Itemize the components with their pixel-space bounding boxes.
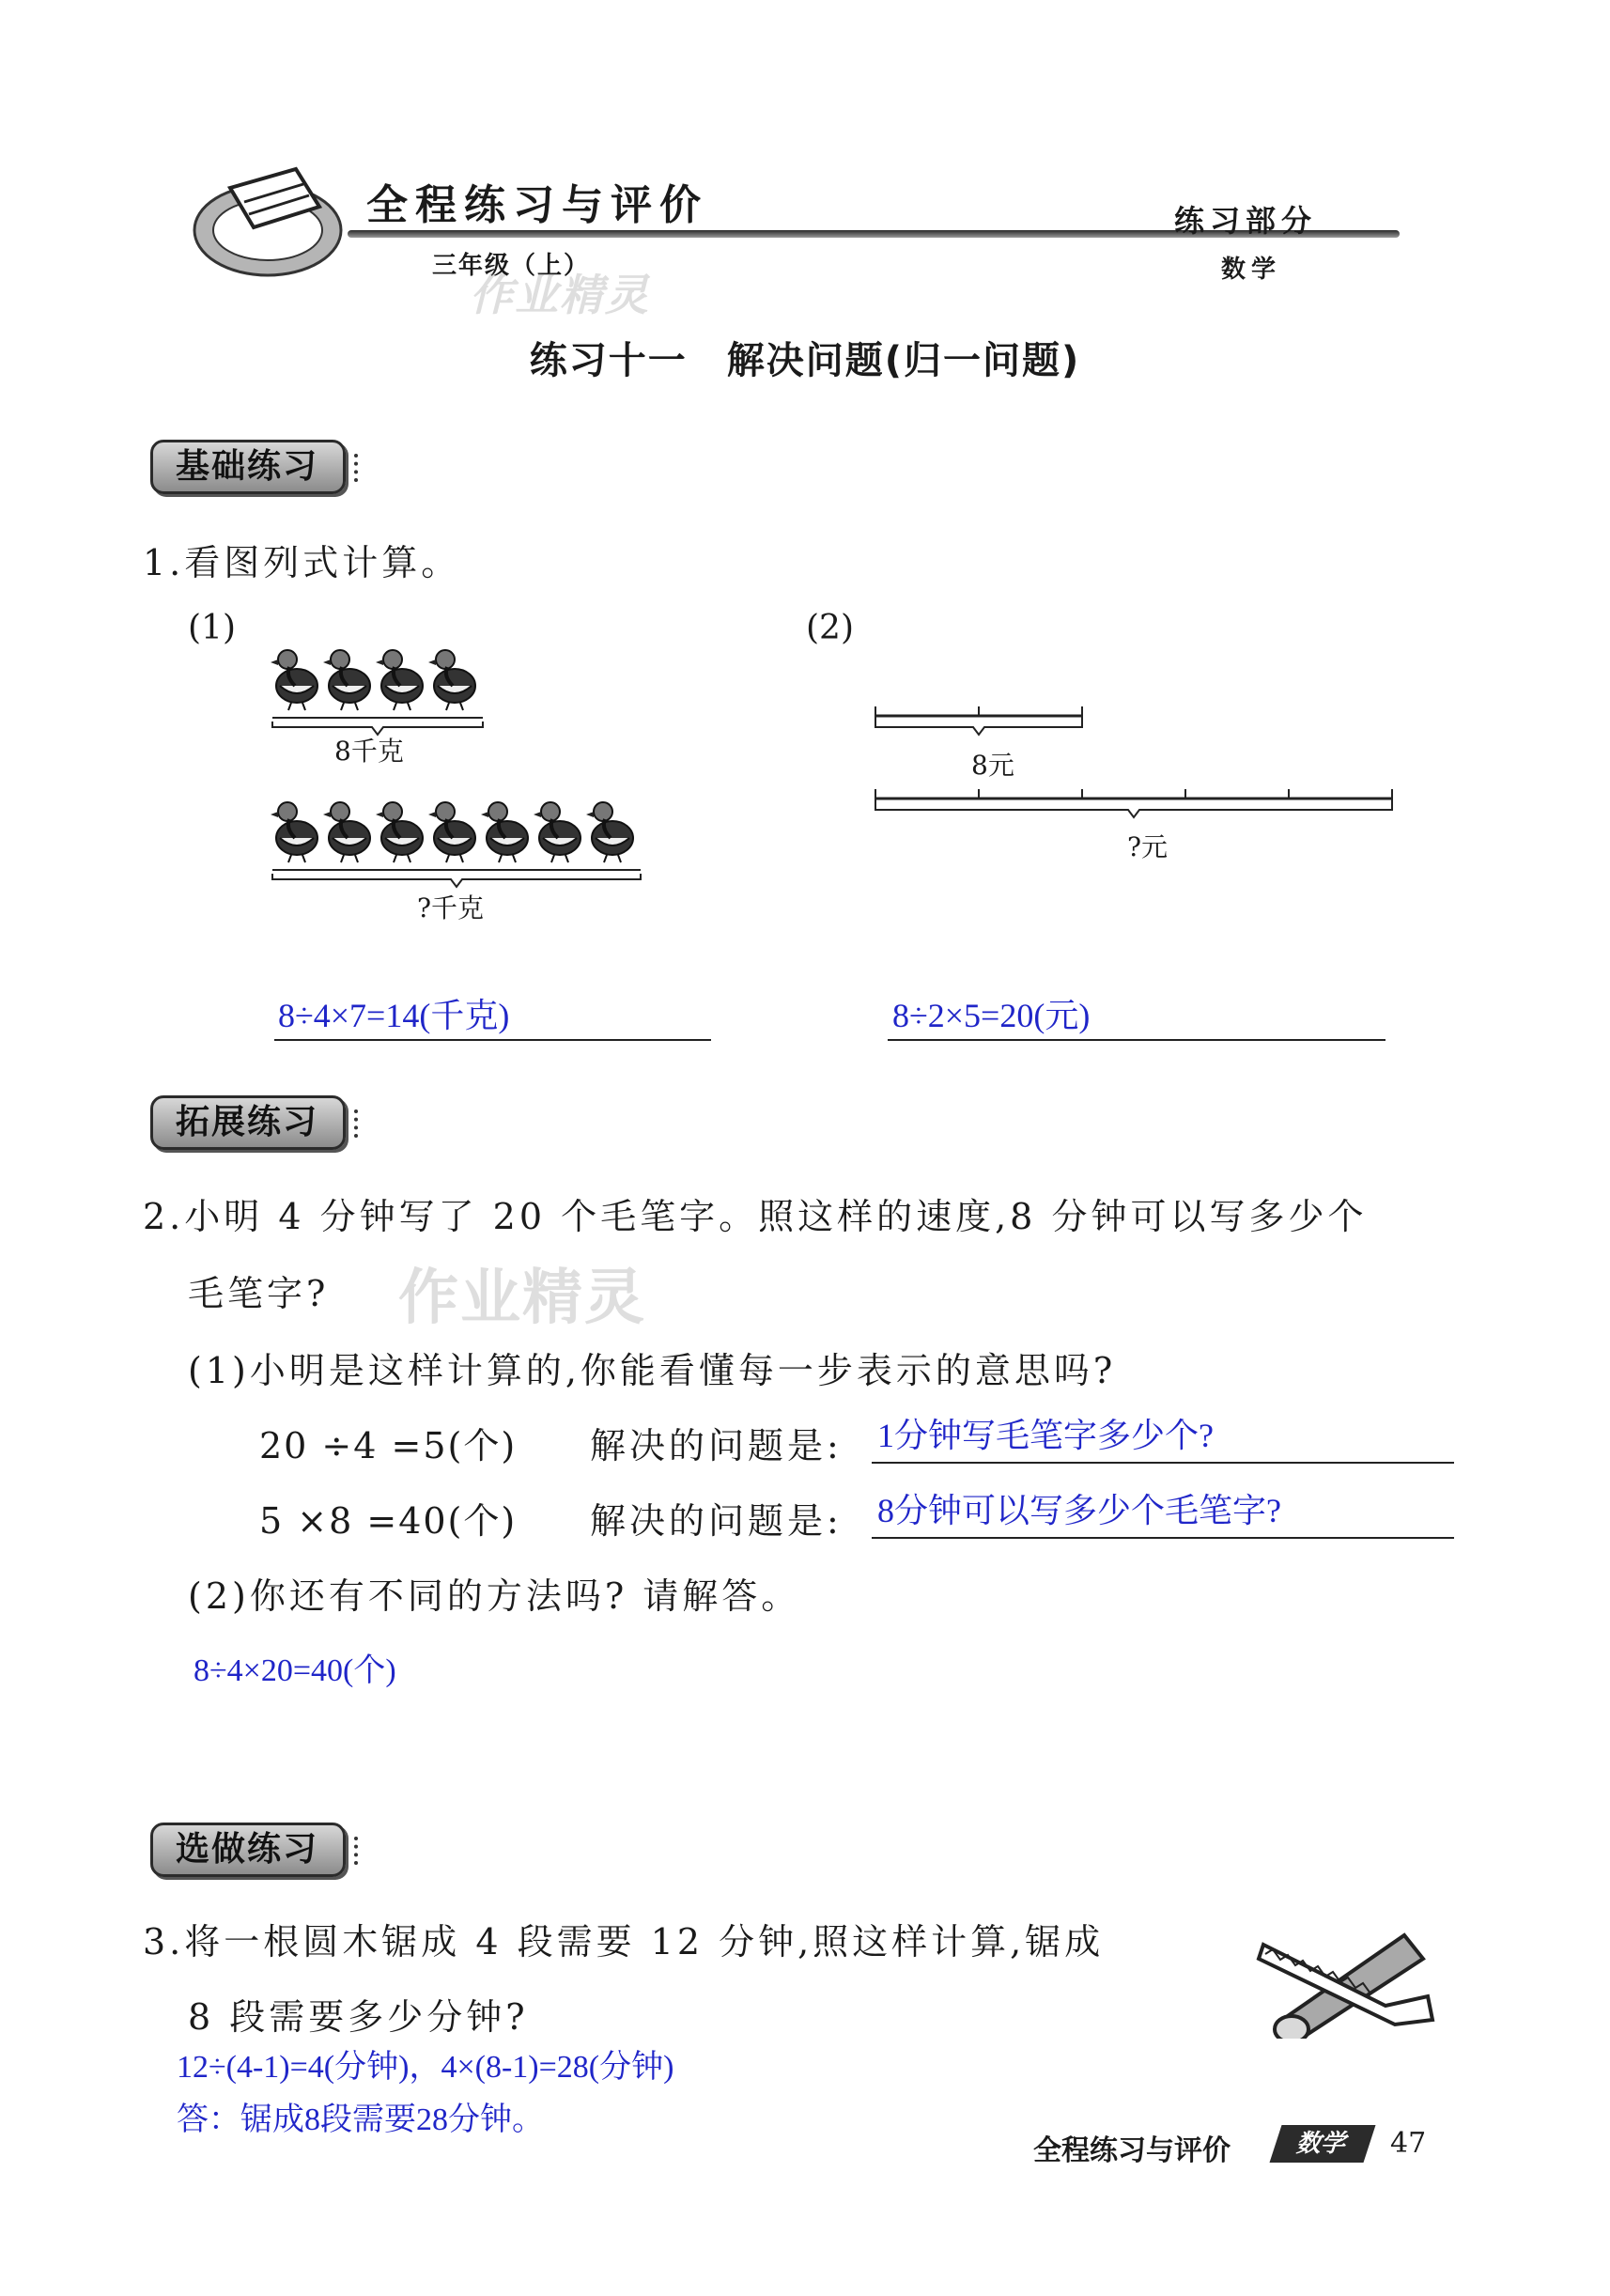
q2-sub1: (1)小明是这样计算的,你能看懂每一步表示的意思吗?: [188, 1350, 1117, 1391]
duck-icon: [271, 802, 317, 862]
page-number: 47: [1390, 2127, 1427, 2160]
brand-title: 全程练习与评价: [366, 181, 708, 229]
watermark-mid: 作业精灵: [398, 1264, 646, 1333]
q2-step1-line: [872, 1462, 1454, 1464]
q3-line1: 3.将一根圆木锯成 4 段需要 12 分钟,照这样计算,锯成: [143, 1921, 1105, 1962]
duck-icon: [271, 650, 317, 710]
subject-tag: 数学: [1221, 256, 1282, 284]
q1-part2-top-value: 8元: [971, 750, 1014, 781]
q2-step1-prompt: 解决的问题是:: [590, 1425, 843, 1466]
footer-subject: 数学: [1270, 2125, 1376, 2163]
q2-step2-line: [872, 1537, 1454, 1539]
footer-brand: 全程练习与评价: [1033, 2134, 1231, 2167]
q1-part1-top-weight: 8千克: [334, 736, 404, 767]
header: [0, 0, 1610, 320]
duck-icon: [376, 650, 423, 710]
q1-part1-bottom-weight: ?千克: [417, 892, 485, 923]
q1-part2-bottom-value: ?元: [1127, 831, 1169, 862]
q1-prompt: 1.看图列式计算。: [143, 542, 461, 583]
duck-icon: [534, 802, 581, 862]
section-tag: 练习部分: [1174, 203, 1318, 239]
grade-label: 三年级（上）: [432, 252, 591, 280]
q2-line1: 2.小明 4 分钟写了 20 个毛笔字。照这样的速度,8 分钟可以写多少个: [143, 1196, 1368, 1237]
q1-part1-label: (1): [188, 609, 236, 647]
q2-sub2-answer: 8÷4×20=40(个): [194, 1653, 396, 1688]
duck-icon: [376, 802, 423, 862]
duck-icon: [428, 802, 475, 862]
q3-answer2: 答：锯成8段需要28分钟。: [177, 2102, 544, 2137]
brace: [875, 804, 1392, 817]
q2-step2-prompt: 解决的问题是:: [590, 1500, 843, 1542]
section-badge-extend: 拓展练习: [150, 1095, 346, 1150]
q1-part1-answer: 8÷4×7=14(千克): [278, 997, 510, 1034]
q2-line2: 毛笔字?: [188, 1273, 330, 1314]
q1-part2-label: (2): [806, 609, 854, 647]
q1-part1-answer-line: [274, 1039, 711, 1041]
q2-step1-expr: 20 ÷4 =5(个): [259, 1425, 518, 1466]
ducks-bottom-row: [271, 802, 641, 887]
q1-part2-answer-line: [888, 1039, 1386, 1041]
duck-icon: [323, 650, 370, 710]
brace: [875, 721, 1082, 735]
duck-icon: [481, 802, 528, 862]
exercise-title: 练习十一 解决问题(归一问题): [529, 339, 1081, 382]
q2-step2-answer: 8分钟可以写多少个毛笔字?: [877, 1492, 1281, 1529]
ducks-top-row: [271, 650, 483, 735]
duck-icon: [428, 650, 475, 710]
brace: [272, 874, 641, 887]
section-badge-optional: 选做练习: [150, 1823, 346, 1877]
segment-bottom-line: [875, 789, 1392, 817]
duck-icon: [323, 802, 370, 862]
section-badge-basic: 基础练习: [150, 440, 346, 494]
segment-top-line: [875, 706, 1082, 735]
saw-log-icon: [1245, 1907, 1451, 2039]
q2-step1-answer: 1分钟写毛笔字多少个?: [877, 1417, 1214, 1454]
duck-icon: [586, 802, 633, 862]
q2-step2-expr: 5 ×8 =40(个): [259, 1500, 518, 1542]
watermark: 作业精灵: [470, 270, 650, 320]
folder-logo-icon: [193, 150, 362, 282]
q1-part2-answer: 8÷2×5=20(元): [892, 997, 1091, 1034]
q2-sub2: (2)你还有不同的方法吗? 请解答。: [188, 1575, 801, 1617]
q3-answer1: 12÷(4-1)=4(分钟)，4×(8-1)=28(分钟): [177, 2050, 674, 2085]
q3-line2: 8 段需要多少分钟?: [188, 1996, 529, 2038]
